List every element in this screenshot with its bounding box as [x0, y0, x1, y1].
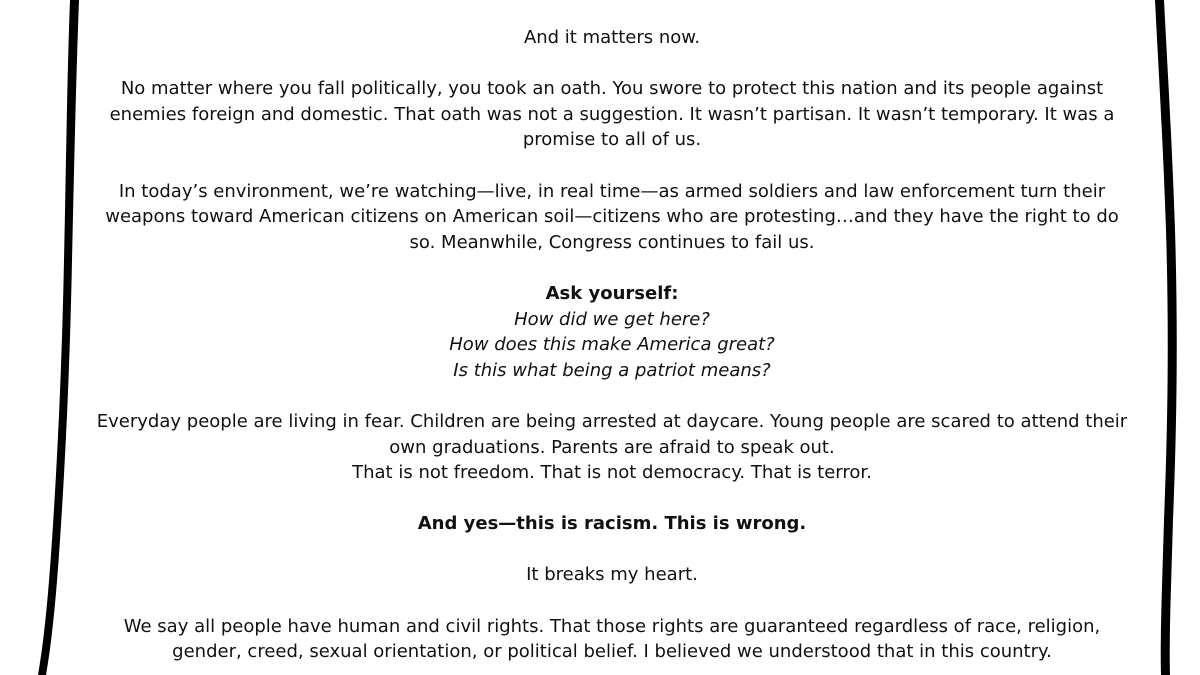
right-border-stroke	[1155, 0, 1177, 675]
ask-yourself-block	[92, 281, 1132, 383]
paragraph-heart: It breaks my heart.	[526, 564, 698, 586]
paragraph-fear-text: Everyday people are living in fear. Children are being arrested at daycare. Young people are scared to attend their own graduations. Parents are afraid to speak out.	[96, 410, 1128, 458]
paragraph-terror: That is not freedom. That is not democracy. That is terror.	[352, 462, 872, 484]
paragraph-fear	[92, 409, 1132, 486]
question-item: How does this make America great?	[449, 334, 775, 356]
letter-body	[92, 25, 1132, 665]
left-border-stroke	[38, 0, 79, 675]
paragraph-environment: In today’s environment, we’re watching—live, in real time—as armed soldiers and law enforcement turn their weapons toward American citizens on American soil—citizens who are protesting…and they have the right to do so. Meanwhile, Congress continues to fail us.	[105, 180, 1119, 253]
paragraph-matters-now: And it matters now.	[523, 27, 701, 48]
paragraph-rights: We say all people have human and civil rights. That those rights are guaranteed regardless of race, religion, gender, creed, sexual orientation, or political belief. I believed we understood that in this country.	[123, 615, 1101, 663]
ask-yourself-heading: Ask yourself:	[545, 282, 679, 304]
question-item: Is this what being a patriot means?	[453, 359, 771, 381]
paragraph-racism: And yes—this is racism. This is wrong.	[417, 513, 807, 535]
paragraph-oath: No matter where you fall politically, you took an oath. You swore to protect this nation and its people against enemies foreign and domestic. That oath was not a suggestion. It wasn’t partisan. It wasn’t temporary. It was a promise to all of us.	[109, 78, 1115, 151]
question-item: How did we get here?	[514, 308, 710, 330]
